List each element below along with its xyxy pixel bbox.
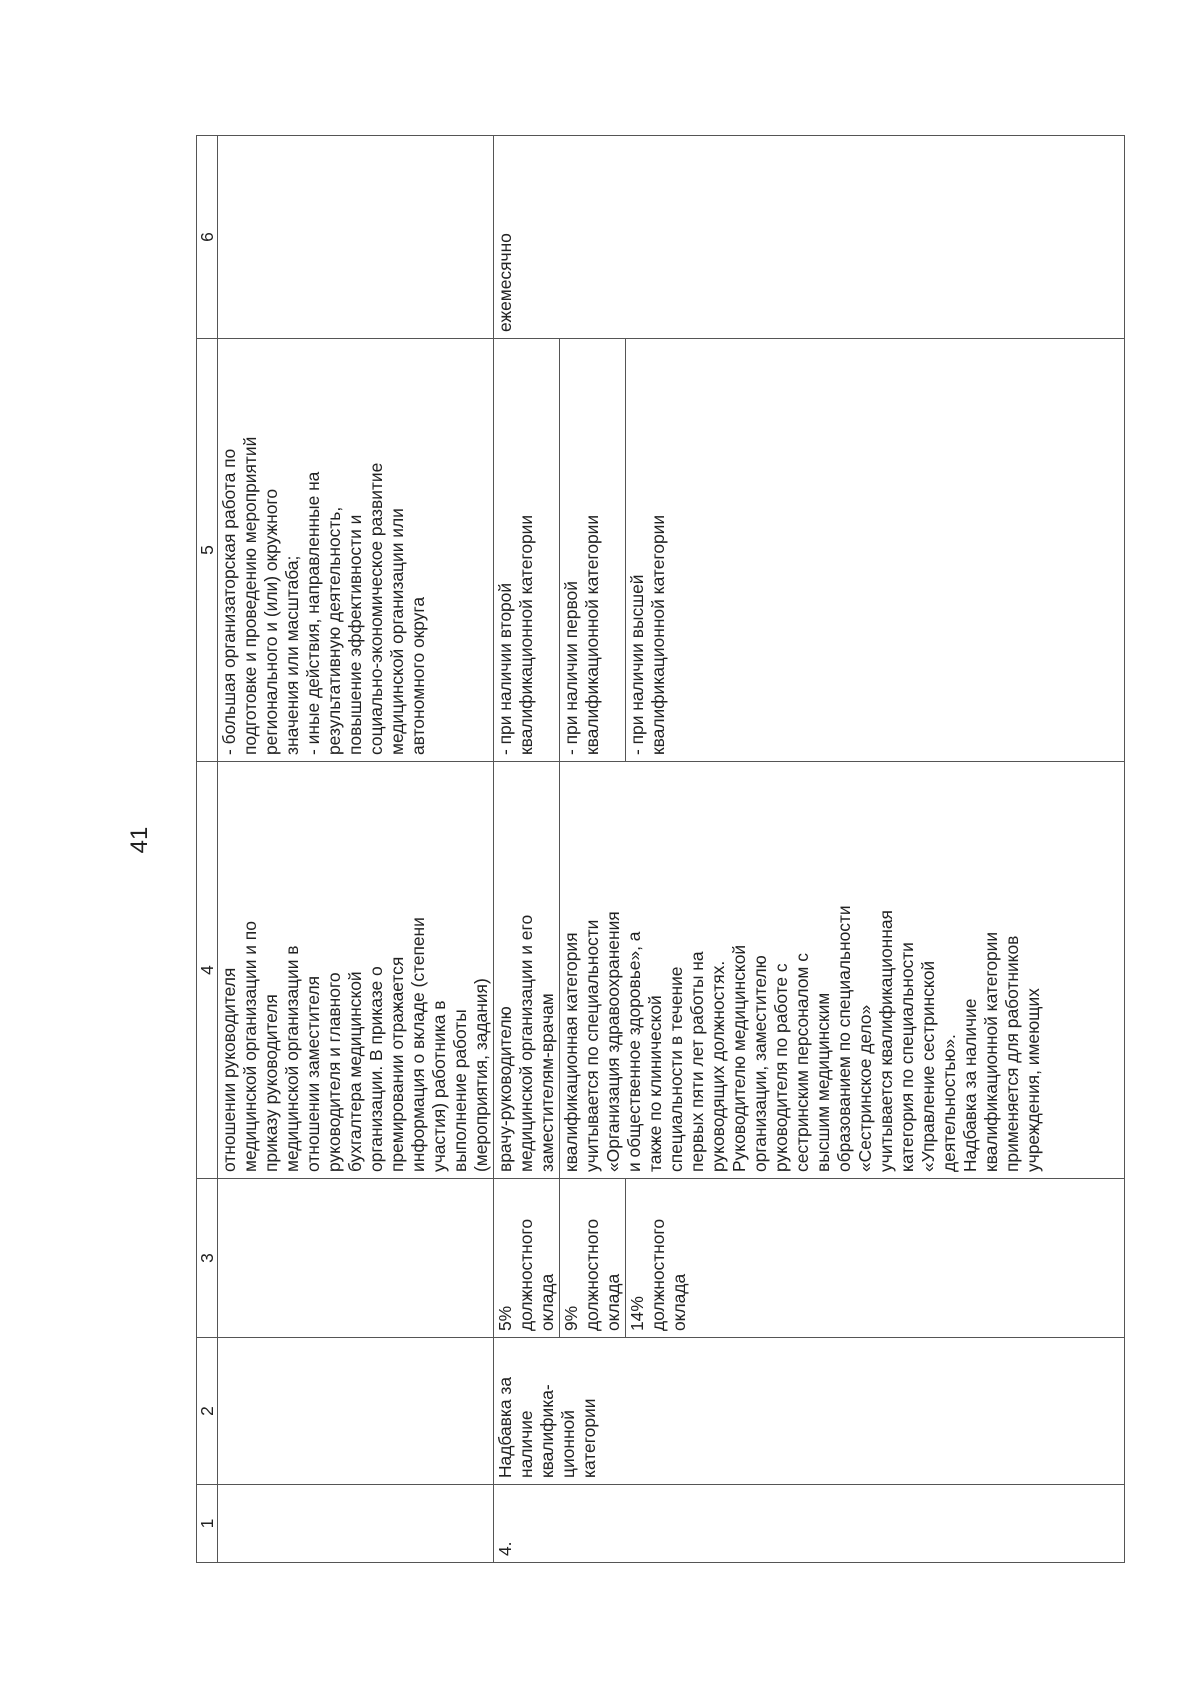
row4-frequency: ежемесячно: [494, 136, 1125, 339]
cont-col-4: отношении руководителя медицинской организации и по приказу руководителя медицинской организации в отношении заместителя руководителя и главного бухгалтера медицинской организации. В приказе о премировании отражается информация о вкладе (степени участия) работника в выполнение работы (мероприятия, задания): [218, 762, 494, 1179]
row4-condition-1: - при наличии второй квалификационной категории: [494, 339, 560, 762]
row4-condition-2: - при наличии первой квалификационной категории: [560, 339, 626, 762]
cont-col-5: - большая организаторская работа по подготовке и проведению мероприятий регионального и (или) окружного значения или масштаба; - иные действия, направленные на результативную деятельность, повышение эффективности и социально-экономическое развитие медицинской организации или автономного округа: [218, 339, 494, 762]
rotated-table-container: [196, 136, 1125, 1563]
cont-col-1: [218, 1485, 494, 1563]
row4-amount-3: 14% должностного оклада: [626, 1179, 1125, 1338]
header-col-4: 4: [197, 762, 218, 1179]
header-col-2: 2: [197, 1338, 218, 1485]
page-number: 41: [126, 826, 153, 854]
table-row-continuation: [218, 136, 494, 1563]
header-col-5: 5: [197, 339, 218, 762]
cont-col-6: [218, 136, 494, 339]
row4-amount-2: 9% должностного оклада: [560, 1179, 626, 1338]
row4-number: 4.: [494, 1485, 1125, 1563]
header-col-1: 1: [197, 1485, 218, 1563]
row4-name: Надбавка за наличие квалифика- ционной категории: [494, 1338, 1125, 1485]
row4-amount-1: 5% должностного оклада: [494, 1179, 560, 1338]
document-table: [196, 135, 1125, 1563]
row4-condition-3: - при наличии высшей квалификационной категории: [626, 339, 1125, 762]
table-row-4-sub-1: [494, 136, 560, 1563]
header-col-6: 6: [197, 136, 218, 339]
cont-col-3: [218, 1179, 494, 1338]
row4-col4-a: врачу-руководителю медицинской организации и его заместителям-врачам: [494, 762, 560, 1179]
row4-col4-b: квалификационная категория учитывается по специальности «Организация здравоохранения и общественное здоровье», а также по клинической специальности в течение первых пяти лет работы на руководящих должностях. Руководителю медицинской организации, заместителю руководителя по работе с сестринским персоналом с высшим медицинским образованием по специальности «Сестринское дело» учитывается квалификационная категория по специальности «Управление сестринской деятельностью». Надбавка за наличие квалификационной категории применяется для работников учреждения, имеющих: [560, 762, 1125, 1179]
cont-col-2: [218, 1338, 494, 1485]
table-header-row: [197, 136, 218, 1563]
header-col-3: 3: [197, 1179, 218, 1338]
